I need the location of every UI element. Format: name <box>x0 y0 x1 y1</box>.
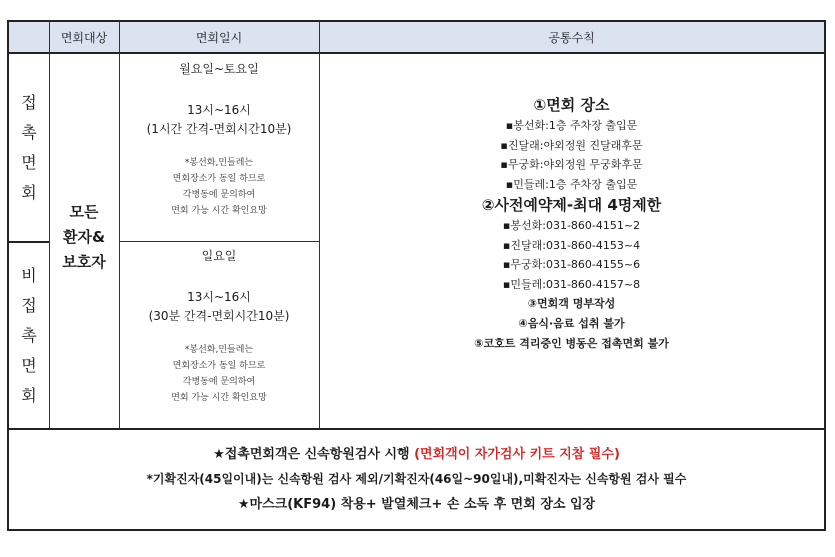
schedule-time: 13시~16시 <box>187 103 251 117</box>
notice-test <box>213 442 620 467</box>
schedule-interval: (1시간 간격-면회시간10분) <box>146 122 292 136</box>
header-corner <box>9 22 49 54</box>
rule-cohort: ⑤코호트 격리중인 병동은 접촉면회 불가 <box>474 337 669 350</box>
category-contact <box>9 54 49 241</box>
phone-item: ▪봉선화:031-860-4151~2 <box>502 219 641 232</box>
category-char: 촉 <box>21 325 37 345</box>
phone-item: ▪진달래:031-860-4153~4 <box>502 238 641 252</box>
place-item: ▪무궁화:야외정원 무궁화후문 <box>500 158 643 171</box>
category-char: 촉 <box>21 122 37 142</box>
header-target: 면회대상 <box>49 22 119 54</box>
category-char: 회 <box>21 182 37 202</box>
place-item: ▪진달래:야외정원 진달래후문 <box>500 138 643 152</box>
category-char: 비 <box>21 265 37 285</box>
schedule-note: 면회장소가 동일 하므로 <box>172 361 266 371</box>
target-text: 보호자 <box>62 253 106 271</box>
notice-exemption: *기확진자(45일이내)는 신속항원 검사 제외/기확진자(46일~90일내),미확진자는 신속항원 검사 필수 <box>146 472 687 486</box>
place-item: ▪봉선화:1층 주차장 출입문 <box>505 119 638 132</box>
category-char: 면 <box>21 355 37 375</box>
contact-schedule <box>119 60 319 219</box>
notice-mask: ★마스크(KF94) 착용+ 발열체크+ 손 소독 후 면회 장소 입장 <box>237 497 596 512</box>
rule-guestbook: ③면회객 명부작성 <box>527 297 616 310</box>
schedule-days: 월요일~토요일 <box>179 62 259 76</box>
schedule-note: 면회 가능 시간 확인요망 <box>171 206 267 216</box>
header-datetime: 면회일시 <box>119 22 319 54</box>
noncontact-schedule <box>119 247 319 406</box>
notice-box <box>9 428 824 529</box>
schedule-interval: (30분 간격-면회시간10분) <box>148 309 290 323</box>
target-text: 모든 <box>69 203 99 221</box>
category-char: 면 <box>21 152 37 172</box>
header-rules: 공통수칙 <box>319 22 824 54</box>
phone-item: ▪민들레:031-860-4157~8 <box>502 277 641 291</box>
visitation-table <box>7 20 826 531</box>
schedule-note: 각병동에 문의하여 <box>182 377 256 387</box>
notice-test-text: ★접촉면회객은 신속항원검사 시행 <box>213 447 415 462</box>
rule-reservation-title: ②사전예약제-최대 4명제한 <box>481 196 662 214</box>
notice-test-kit: (면회객이 자가검사 키트 지참 필수) <box>414 447 620 462</box>
rule-place-title: ①면회 장소 <box>533 96 610 114</box>
rule-no-food: ④음식·음료 섭취 불가 <box>518 317 625 330</box>
divider <box>119 241 319 242</box>
schedule-note: 면회 가능 시간 확인요망 <box>171 393 267 403</box>
target-cell <box>49 200 119 275</box>
schedule-days: 일요일 <box>201 249 237 263</box>
rules-cell <box>319 94 824 354</box>
category-char: 접 <box>21 92 37 112</box>
schedule-note: *봉선화,민들레는 <box>184 158 254 168</box>
schedule-note: *봉선화,민들레는 <box>184 345 254 355</box>
place-item: ▪민들레:1층 주차장 출입문 <box>505 177 638 191</box>
phone-item: ▪무궁화:031-860-4155~6 <box>502 258 641 271</box>
schedule-note: 면회장소가 동일 하므로 <box>172 174 266 184</box>
category-char: 접 <box>21 295 37 315</box>
target-text: 환자& <box>62 228 106 246</box>
category-noncontact <box>9 243 49 428</box>
schedule-time: 13시~16시 <box>187 290 251 304</box>
schedule-note: 각병동에 문의하여 <box>182 190 256 200</box>
category-char: 회 <box>21 385 37 405</box>
